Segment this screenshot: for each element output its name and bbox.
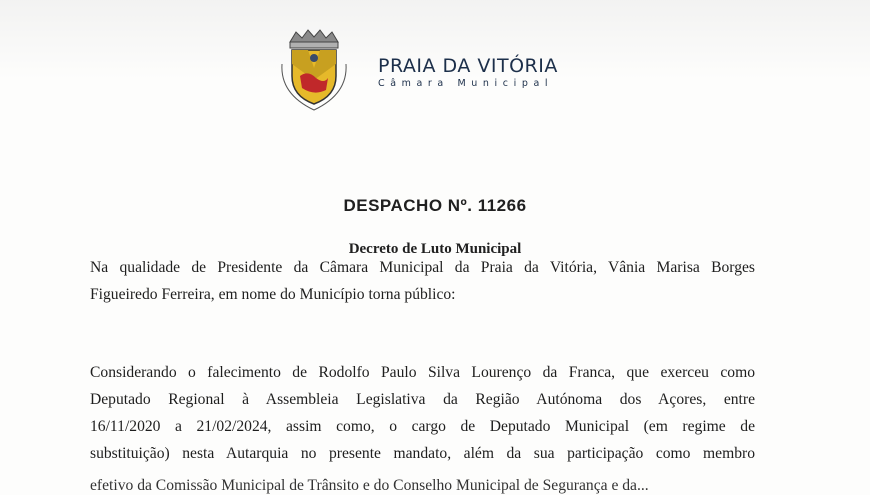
paragraph-introduction: [90, 254, 755, 308]
text-line: substituição) nesta Autarquia no presente mandato, além da sua participação como membro: [90, 445, 755, 462]
text-line-cut-off: efetivo da Comissão Municipal de Trânsito e do Conselho Municipal de Segurança e da...: [90, 477, 649, 494]
text-line: Considerando o falecimento de Rodolfo Paulo Silva Lourenço da Franca, que exerceu como: [90, 364, 755, 381]
document-subheading: Decreto de Luto Municipal: [348, 241, 522, 257]
text-line: 16/11/2020 a 21/02/2024, assim como, o cargo de Deputado Municipal (em regime de: [90, 418, 755, 435]
text-line: Figueiredo Ferreira, em nome do Município torna público:: [90, 286, 456, 303]
text-line: Deputado Regional à Assembleia Legislativa da Região Autónoma dos Açores, entre: [90, 391, 755, 408]
brand-title: PRAIA DA VITÓRIA: [378, 55, 558, 77]
paragraph-considerando: [90, 359, 755, 467]
municipal-coat-of-arms-logo: [268, 24, 360, 116]
brand-subtitle: Câmara Municipal: [378, 78, 554, 89]
municipality-brand: [378, 55, 558, 89]
text-line: Na qualidade de Presidente da Câmara Municipal da Praia da Vitória, Vânia Marisa Borges: [90, 259, 755, 276]
document-heading: DESPACHO Nº. 11266: [343, 196, 527, 215]
